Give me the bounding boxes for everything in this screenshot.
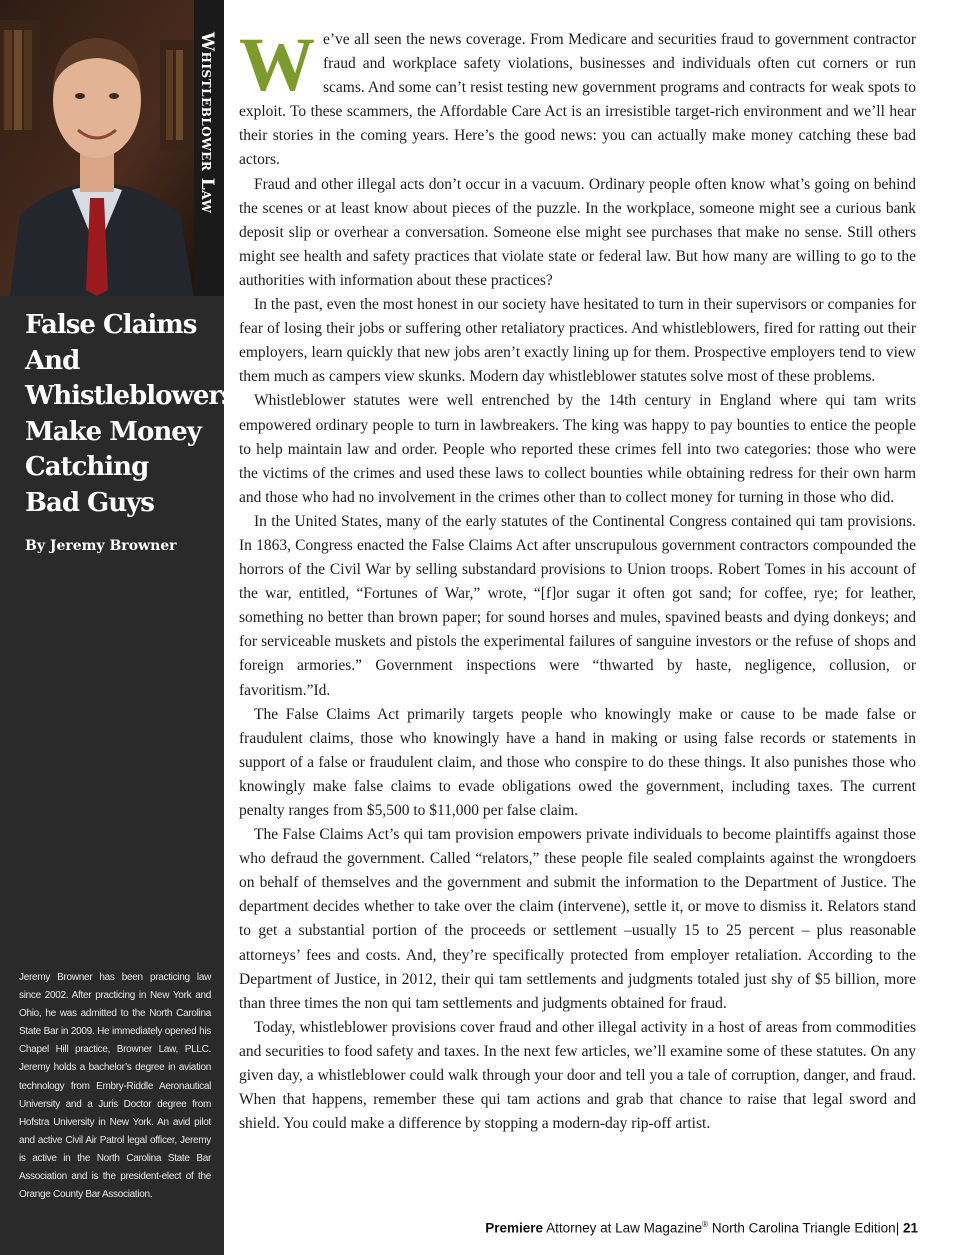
title-line: Make Money xyxy=(25,416,201,447)
article-paragraph: In the past, even the most honest in our society have hesitated to turn in their supervisors or companies for fear of losing their jobs or suffering other retaliatory practices. And whistleblowers, fired for ratting out their employers, learn quickly that new jobs aren’t exactly lining up for them. Prospective employers tend to view them much as campers view skunks. Modern day whistleblower statutes solve most of these problems. xyxy=(239,296,916,386)
article-paragraph xyxy=(239,23,916,173)
article-paragraph: The False Claims Act primarily targets people who knowingly make or cause to be made false or fraudulent claims, those who knowingly have a hand in making or using false records or statements in support of a false or fraudulent claim, and those who conspire to do these things. It also punishes those who knowingly make false claims to evade obligations owed the government, including taxes. The current penalty ranges from $5,500 to $11,000 per false claim. xyxy=(239,705,916,819)
title-line: False Claims xyxy=(25,310,197,340)
article-paragraph: The False Claims Act’s qui tam provision empowers private individuals to become plaintiffs against those who defraud the government. Called “relators,” these people file sealed complaints against the wrongdoers on behalf of themselves and the government and submit the information to the Department of Justice. The department decides whether to take over the claim (intervene), settle it, or move to dismiss it. Relators stand to get a substantial portion of the proceeds or settlement –usually 15 to 25 percent – plus reasonable attorneys’ fees and costs. And, they’re specifically protected from employer retaliation. According to the Department of Justice, in 2012, their qui tam settlements and judgments totaled just shy of $5 billion, more than three times the non qui tam settlements and judgments obtained for fraud. xyxy=(239,826,916,1012)
article-paragraph: Fraud and other illegal acts don’t occur in a vacuum. Ordinary people often know what’s going on behind the scenes or at least know about pieces of the puzzle. In the workplace, someone might see a curious bank deposit slip or overhear a conversation. Someone else might see purchases that make no sense. Still others might see health and safety practices that violate state or federal law. But how many are willing to go to the authorities with information about these practices? xyxy=(239,175,916,289)
section-label-band xyxy=(194,0,224,296)
author-bio: Jeremy Browner has been practicing law since 2002. After practicing in New York and Ohio, he was admitted to the North Carolina State Bar in 2009. He immediately opened his Chapel Hill practice, Browner Law, PLLC. Jeremy holds a bachelor’s degree in aviation technology from Embry-Riddle Aeronautical University and a Juris Doctor degree from Hofstra University in New York. An avid pilot and active Civil Air Patrol legal officer, Jeremy is active in the North Carolina State Bar Association and is the president-elect of the Orange County Bar Association. xyxy=(19,972,211,1201)
byline: By Jeremy Browner xyxy=(25,538,177,554)
section-label: Whistleblower Law xyxy=(197,32,217,214)
title-line: Catching xyxy=(25,452,149,482)
sidebar xyxy=(0,0,244,1255)
article-title xyxy=(25,308,244,521)
author-portrait-image xyxy=(0,0,194,296)
article-paragraph: Whistleblower statutes were well entrenched by the 14th century in England where qui tam writs empowered ordinary people to turn in lawbreakers. The king was happy to pay bounties to entice the people to help maintain law and order. People who reported these crimes fell into two categories: those who were the victims of the crimes and used these laws to collect bounties while obtaining redress for their own harm and those who had no involvement in the crimes other than to collect money for turning in those who did. xyxy=(239,392,916,506)
footer-separator: | xyxy=(895,1220,900,1236)
article-paragraph: In the United States, many of the early statutes of the Continental Congress contained qui tam provisions. In 1863, Congress enacted the False Claims Act after unscrupulous government contractors compounded the horrors of the Civil War by selling substandard provisions to Union troops. Robert Tomes in his account of the war, entitled, “Fortunes of War,” wrote, “[f]or sugar it often got sand; for coffee, rye; for leather, something no better than brown paper; for sound horses and mules, spavined beasts and dying donkeys; and for serviceable muskets and pistols the experimental failures of sanguine investors or the refuse of shops and foreign armories.” Government inspections were “thwarted by haste, negligence, collusion, or favoritism.”Id. xyxy=(239,512,916,699)
drop-cap: W xyxy=(239,23,315,107)
registered-mark: ® xyxy=(702,1220,709,1229)
publication-name: Premiere xyxy=(485,1220,544,1236)
article-paragraph: Today, whistleblower provisions cover fraud and other illegal activity in a host of areas from commodities and securities to food safety and taxes. In the next few articles, we’ll examine some of these statutes. On any given day, a whistleblower could walk through your door and tell you a tale of corruption, danger, and fraud. When that happens, remember these qui tam actions and grab that chance to raise that legal sword and shield. You could make a difference by stopping a modern-day rip-off artist. xyxy=(239,1018,916,1133)
title-line: Whistleblowers: xyxy=(25,381,244,411)
author-photo xyxy=(0,0,194,296)
article-body xyxy=(239,23,916,1136)
title-line: Bad Guys xyxy=(25,487,154,518)
magazine-name: Attorney at Law Magazine xyxy=(546,1220,703,1236)
title-line: And xyxy=(25,345,80,376)
edition-name: North Carolina Triangle Edition xyxy=(711,1220,896,1236)
paragraph-text: e’ve all seen the news coverage. From Medicare and securities fraud to government contractor fraud and workplace safety violations, businesses and individuals often cut corners or run scams. And some can’t resist testing new government programs and contracts for weak spots to exploit. To these scammers, the Affordable Care Act is an irresistible target-rich environment and we’ll hear their stories in the coming years. Here’s the good news: you can actually make money catching these bad actors. xyxy=(239,31,916,169)
page-number: 21 xyxy=(902,1220,918,1236)
page-footer xyxy=(485,1220,918,1236)
